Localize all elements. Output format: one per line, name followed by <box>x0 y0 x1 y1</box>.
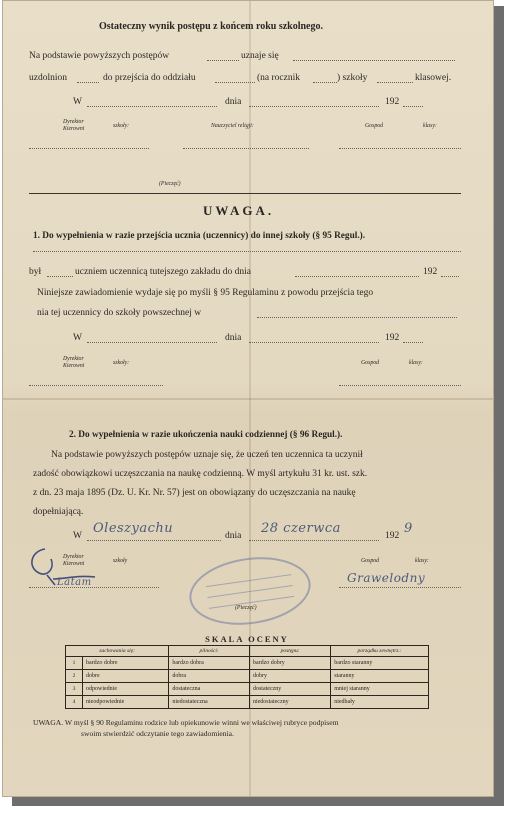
director-label: Dyrektor <box>63 119 84 125</box>
year-label: 192 <box>385 97 400 107</box>
row-number: 2 <box>66 670 83 683</box>
point2-date-label: dnia <box>225 531 242 541</box>
final-result-title: Ostateczny wynik postępu z końcem roku szkolnego. <box>99 21 323 32</box>
handwritten-signature-left: Latam <box>57 577 92 588</box>
table-cell: dobra <box>169 670 250 683</box>
point2-line4: dopełniającą. <box>33 507 84 517</box>
point1-place-blank <box>87 342 217 343</box>
table-cell: dostateczny <box>249 683 330 696</box>
point2-signature-line-2 <box>339 587 461 588</box>
handwritten-signature-right: Grawelodny <box>347 571 426 585</box>
school-stamp <box>185 550 315 632</box>
place-blank <box>87 106 217 107</box>
point2-year-label: 192 <box>385 531 400 541</box>
grading-scale-table <box>65 645 429 709</box>
religion-teacher-label: Nauczyciel religji: <box>211 123 254 129</box>
school-label: szkoły: <box>113 123 130 129</box>
table-row <box>66 670 429 683</box>
table-cell: niedbały <box>331 696 429 709</box>
table-cell: niedostateczna <box>169 696 250 709</box>
point1-class-label: klasy: <box>409 360 423 366</box>
line2-text-d: ) szkoły <box>337 73 368 83</box>
table-cell: dobry <box>249 670 330 683</box>
line2-blank-2 <box>215 82 255 83</box>
line1-text-a: Na podstawie powyższych postępów <box>29 51 170 61</box>
point2-date-blank <box>249 540 379 541</box>
grading-scale-title: SKALA OCENY <box>205 634 289 644</box>
header-progress: postępu: <box>249 646 330 657</box>
point2-place-label: W <box>73 531 82 541</box>
point1-kierownik-label: Kierowni <box>63 363 85 369</box>
table-cell: staranny <box>331 670 429 683</box>
table-cell: bardzo dobre <box>83 657 169 670</box>
line2-text-e: klasowej. <box>415 73 452 83</box>
point1-place-label: W <box>73 333 82 343</box>
line2-text-b: do przejścia do oddziału <box>103 73 196 83</box>
date-label: dnia <box>225 97 242 107</box>
header-diligence: pilności: <box>169 646 250 657</box>
uwaga-heading: UWAGA. <box>203 203 275 218</box>
point1-line1-c: 192 <box>423 267 438 277</box>
table-cell: odpowiednie <box>83 683 169 696</box>
point2-school-label: szkoły <box>113 558 128 564</box>
point1-line3: nia tej uczennicy do szkoły powszechnej w <box>37 308 202 318</box>
point1-director-label: Dyrektor <box>63 356 84 362</box>
point1-line1-blank-3 <box>441 276 459 277</box>
line1-blank-1 <box>207 60 239 61</box>
point2-seal-label: (Pieczęć) <box>235 605 257 611</box>
line2-blank-4 <box>377 82 413 83</box>
line2-blank-1 <box>77 82 99 83</box>
table-cell: bardzo staranny <box>331 657 429 670</box>
table-cell: niedostateczny <box>249 696 330 709</box>
class-label: klasy: <box>423 123 437 129</box>
line1-text-b: uznaje się <box>241 51 279 61</box>
point1-signature-line-2 <box>339 385 461 386</box>
point1-school-label: szkoły: <box>113 360 130 366</box>
handwritten-place: Oleszyachu <box>93 521 174 536</box>
section-divider <box>29 193 461 194</box>
fold-horizontal <box>3 398 493 400</box>
point2-title: 2. Do wypełnienia w razie ukończenia nauki codziennej (§ 96 Regul.). <box>69 430 343 440</box>
point2-line3: z dn. 23 maja 1895 (Dz. U. Kr. Nr. 57) jest on obowiązany do uczęszczania na naukę <box>33 488 356 498</box>
row-number: 4 <box>66 696 83 709</box>
row-number: 1 <box>66 657 83 670</box>
point2-kierownik-label: Kierowni <box>63 561 85 567</box>
signature-line-3 <box>339 148 461 149</box>
point1-line1-b: uczniem uczennicą tutejszego zakładu do dnia <box>75 267 251 277</box>
handwritten-year: 9 <box>404 521 413 536</box>
point2-signature-line-1 <box>29 587 159 588</box>
table-row <box>66 657 429 670</box>
point1-line1-blank-2 <box>295 276 419 277</box>
year-blank <box>403 106 423 107</box>
signature-line-2 <box>183 148 309 149</box>
table-cell: mniej staranny <box>331 683 429 696</box>
point1-host-label: Gospod <box>361 360 380 366</box>
point1-signature-line-1 <box>29 385 163 386</box>
seal-label: (Pieczęć) <box>159 181 181 187</box>
host-label: Gospod <box>365 123 384 129</box>
kierownik-label: Kierowni <box>63 126 85 132</box>
table-cell: dostateczna <box>169 683 250 696</box>
handwritten-date: 28 czerwca <box>261 521 341 536</box>
point1-year-blank <box>403 342 423 343</box>
point2-host-label: Gospod <box>361 558 380 564</box>
table-cell: nieodpowiednie <box>83 696 169 709</box>
point1-year-label: 192 <box>385 333 400 343</box>
school-report-page <box>2 0 494 797</box>
point2-place-blank <box>87 540 221 541</box>
table-row <box>66 696 429 709</box>
point1-line2: Niniejsze zawiadomienie wydaje się po myśli § 95 Regulaminu z powodu przejścia tego <box>37 288 374 298</box>
place-label: W <box>73 97 82 107</box>
point2-director-label: Dyrektor <box>63 554 84 560</box>
point2-line2: zadość obowiązkowi uczęszczania na naukę codzienną. W myśl artykułu 31 kr. ust. szk. <box>33 469 368 479</box>
footer-note-line2: swoim stwierdzić odczytanie tego zawiadomienia. <box>81 729 234 738</box>
footer-note-line1: UWAGA. W myśl § 90 Regulaminu rodzice lub opiekunowie winni we właściwej rubryce podpisem <box>33 718 339 727</box>
point1-line1-blank-1 <box>47 276 73 277</box>
point1-date-blank <box>249 342 379 343</box>
point1-line1-a: był <box>29 267 42 277</box>
point1-line3-blank <box>257 317 457 318</box>
header-behavior: zachowania się: <box>66 646 169 657</box>
table-row <box>66 683 429 696</box>
line2-text-a: uzdolnion <box>29 73 67 83</box>
table-cell: dobre <box>83 670 169 683</box>
line1-blank-2 <box>293 60 455 61</box>
line2-text-c: (na rocznik <box>257 73 300 83</box>
point1-title: 1. Do wypełnienia w razie przejścia ucznia (uczennicy) do innej szkoły (§ 95 Regul.). <box>33 231 366 241</box>
point1-blank-name <box>33 251 461 252</box>
header-neatness: porządku zewnętrz.: <box>331 646 429 657</box>
point2-class-label: klasy: <box>415 558 429 564</box>
table-cell: bardzo dobra <box>169 657 250 670</box>
grading-scale-header-row <box>66 646 429 657</box>
point1-date-label: dnia <box>225 333 242 343</box>
line2-blank-3 <box>313 82 337 83</box>
table-cell: bardzo dobry <box>249 657 330 670</box>
date-blank <box>249 106 379 107</box>
signature-line-1 <box>29 148 149 149</box>
row-number: 3 <box>66 683 83 696</box>
point2-line1: Na podstawie powyższych postępów uznaje się, że uczeń ten uczennica ta uczynił <box>51 450 363 460</box>
